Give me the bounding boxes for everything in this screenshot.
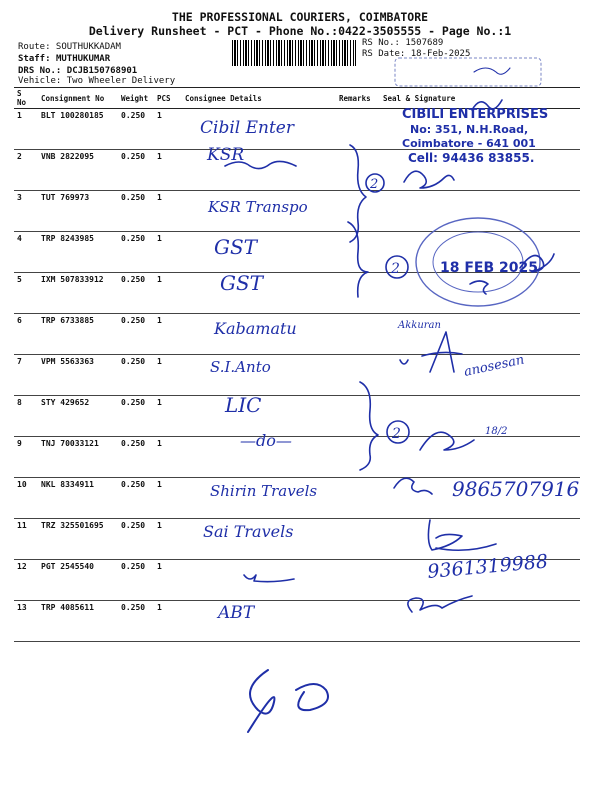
col-consignment: Consignment No: [38, 88, 118, 109]
row-weight: 0.250: [118, 109, 154, 150]
consignee-hw-4: GST: [214, 235, 258, 259]
row-sno: 3: [14, 191, 38, 232]
gst-round-stamp: [416, 218, 554, 306]
row-pcs: 1: [154, 109, 182, 150]
row-weight: 0.250: [118, 150, 154, 191]
row-consignment: NKL 8334911: [38, 478, 118, 519]
row-weight: 0.250: [118, 191, 154, 232]
remark-5: 2: [391, 261, 400, 277]
signature-7-text: anosesan: [462, 352, 526, 380]
row-pcs: 1: [154, 191, 182, 232]
signature-6-text: Akkuran: [398, 320, 441, 331]
row-consignment: TNJ 70033121: [38, 437, 118, 478]
consignee-hw-3: KSR Transpo: [208, 198, 308, 216]
row-pcs: 1: [154, 314, 182, 355]
staff-label: Staff:: [18, 54, 51, 64]
rs-number: RS No.: 1507689: [362, 38, 444, 48]
row-consignment: TRP 4085611: [38, 601, 118, 642]
row-pcs: 1: [154, 437, 182, 478]
col-signature: Seal & Signature: [380, 88, 580, 109]
row-sno: 8: [14, 396, 38, 437]
row-sno: 6: [14, 314, 38, 355]
signature-2: [404, 171, 454, 188]
row-weight: 0.250: [118, 314, 154, 355]
row-consignment: TRP 6733885: [38, 314, 118, 355]
stamp-address: No: 351, N.H.Road,: [410, 123, 529, 136]
signature-13: [408, 596, 472, 612]
consignee-hw-7: S.I.Anto: [210, 358, 271, 376]
drs-number: DCJB150768901: [66, 66, 138, 76]
consignee-hw-2: KSR: [207, 145, 245, 165]
cibili-stamp: [402, 100, 548, 165]
consignee-hw-11: Sai Travels: [203, 522, 294, 541]
vehicle-line: Vehicle: Two Wheeler Delivery: [18, 76, 176, 86]
row-weight: 0.250: [118, 396, 154, 437]
bracket-3: [360, 382, 378, 470]
row-weight: 0.250: [118, 273, 154, 314]
row-sno: 2: [14, 150, 38, 191]
signature-9-date: 18/2: [485, 426, 508, 437]
faint-received-stamp: [395, 58, 541, 86]
row-consignment: TRZ 325501695: [38, 519, 118, 560]
row-pcs: 1: [154, 355, 182, 396]
row-weight: 0.250: [118, 437, 154, 478]
row-sno: 5: [14, 273, 38, 314]
staff-name: MUTHUKUMAR: [55, 54, 111, 64]
consignee-hw-5: GST: [220, 271, 264, 295]
runsheet-title: Delivery Runsheet - PCT - Phone No.:0422-3505555 - Page No.:1: [88, 24, 512, 38]
col-weight: Weight: [118, 88, 154, 109]
row-pcs: 1: [154, 478, 182, 519]
row-sno: 9: [14, 437, 38, 478]
row-pcs: 1: [154, 150, 182, 191]
row-consignment: STY 429652: [38, 396, 118, 437]
remark-2: 2: [370, 177, 379, 192]
row-sno: 4: [14, 232, 38, 273]
row-weight: 0.250: [118, 478, 154, 519]
signature-11: [428, 520, 496, 550]
rs-date: RS Date: 18-Feb-2025: [362, 49, 471, 59]
col-sno: S No: [14, 88, 38, 109]
consignee-hw-13: ABT: [218, 603, 255, 623]
row-consignment: VNB 2822095: [38, 150, 118, 191]
gst-stamp-date: 18 FEB 2025: [440, 260, 538, 276]
row-weight: 0.250: [118, 560, 154, 601]
row-sno: 13: [14, 601, 38, 642]
row-weight: 0.250: [118, 519, 154, 560]
consignee-hw-6: Kabamatu: [214, 319, 297, 338]
row-consignment: TUT 769973: [38, 191, 118, 232]
row-pcs: 1: [154, 601, 182, 642]
row-sno: 11: [14, 519, 38, 560]
stamp-cell: Cell: 94436 83855.: [408, 151, 535, 165]
drs-label: DRS No.:: [18, 66, 62, 76]
row-weight: 0.250: [118, 355, 154, 396]
phone-2: 9361319988: [426, 550, 549, 583]
row-weight: 0.250: [118, 232, 154, 273]
bottom-signature: [248, 670, 328, 732]
consignee-hw-1: Cibil Enter: [200, 118, 294, 138]
signature-7-stroke: [400, 332, 462, 372]
row-consignment: PGT 2545540: [38, 560, 118, 601]
row-sno: 7: [14, 355, 38, 396]
company-title: THE PROFESSIONAL COURIERS, COIMBATORE: [171, 10, 429, 24]
row-pcs: 1: [154, 232, 182, 273]
signature-9-stroke: [420, 432, 474, 450]
row-pcs: 1: [154, 519, 182, 560]
remark-9: 2: [392, 426, 401, 442]
row-pcs: 1: [154, 560, 182, 601]
row-consignment: IXM 507833912: [38, 273, 118, 314]
bracket-1: [350, 145, 366, 242]
stamp-city: Coimbatore - 641 001: [402, 137, 536, 150]
row-pcs: 1: [154, 273, 182, 314]
row-sno: 10: [14, 478, 38, 519]
row-consignment: TRP 8243985: [38, 232, 118, 273]
row-consignment: VPM 5563363: [38, 355, 118, 396]
consignee-hw-9: —do—: [240, 431, 292, 450]
stamp-company: CIBILI ENTERPRISES: [402, 107, 549, 122]
col-pcs: PCS: [154, 88, 182, 109]
col-remarks: Remarks: [336, 88, 380, 109]
row-sno: 12: [14, 560, 38, 601]
row-pcs: 1: [154, 396, 182, 437]
phone-1: 9865707916: [452, 477, 580, 501]
row-consignment: BLT 100280185: [38, 109, 118, 150]
signature-10: [394, 478, 432, 494]
col-consignee: Consignee Details: [182, 88, 336, 109]
consignee-hw-10: Shirin Travels: [210, 482, 318, 500]
consignee-hw-8: LIC: [225, 393, 262, 417]
route-line: Route: SOUTHUKKADAM: [18, 42, 121, 52]
consignee-hw-12-stroke: [244, 575, 294, 582]
scribble-2: [225, 161, 296, 168]
row-weight: 0.250: [118, 601, 154, 642]
row-sno: 1: [14, 109, 38, 150]
